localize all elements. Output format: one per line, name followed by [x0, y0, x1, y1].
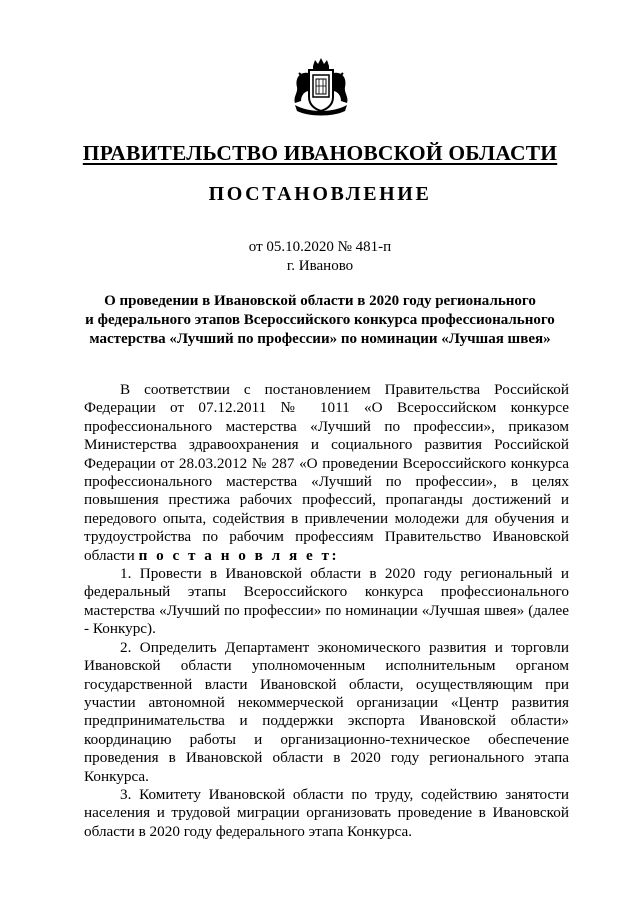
decree-subject: [60, 292, 580, 349]
document-type-heading: ПОСТАНОВЛЕНИЕ: [208, 183, 432, 205]
subject-line: мастерства «Лучший по профессии» по номинации «Лучшая швея»: [89, 331, 551, 347]
decree-body: [84, 381, 569, 841]
date-and-number: от 05.10.2020 № 481-п: [248, 239, 392, 255]
preamble-paragraph: [84, 381, 569, 565]
subject-line: и федерального этапов Всероссийского конкурса профессионального: [85, 312, 555, 328]
preamble-text: В соответствии с постановлением Правительства Российской Федерации от 07.12.2011 № 1011 «О Всероссийском конкурсе профессионального мастерства «Лучший по профессии», приказом Министерства здравоохранения и социального развития Российской Федерации от 28.03.2012 № 287 «О проведении Всероссийского конкурса профессионального мастерства «Лучший по профессии», в целях повышения престижа рабочих профессий, пропаганды достижений и передового опыта, содействия в привлечении молодежи для обучения и трудоустройства по рабочим профессиям Правительство Ивановской области: [84, 381, 569, 564]
clause-1: 1. Провести в Ивановской области в 2020 году региональный и федеральный этапы Всероссийского конкурса профессионального мастерства «Лучший по профессии» по номинации «Лучшая швея» (далее - Конкурс).: [84, 565, 569, 638]
government-title: [0, 141, 640, 166]
clause-3: 3. Комитету Ивановской области по труду, содействию занятости населения и трудовой миграции организовать проведение в Ивановской области в 2020 году федерального этапа Конкурса.: [84, 785, 569, 840]
coat-of-arms-emblem: [289, 57, 353, 117]
clause-2: 2. Определить Департамент экономического развития и торговли Ивановской области уполномоченным исполнительным органом государственной власти Ивановской области, осуществляющим при участии автономной некоммерческой организации «Центр развития предпринимательства и поддержки экспорта Ивановской области» координацию работы и организационно-техническое обеспечение проведения в Ивановской области в 2020 году регионального этапа Конкурса.: [84, 638, 569, 785]
decree-word: п о с т а н о в л я е т:: [138, 546, 340, 564]
city-name: г. Иваново: [286, 258, 354, 274]
subject-line: О проведении в Ивановской области в 2020 году регионального: [104, 293, 536, 309]
government-title-text: ПРАВИТЕЛЬСТВО ИВАНОВСКОЙ ОБЛАСТИ: [82, 141, 558, 165]
